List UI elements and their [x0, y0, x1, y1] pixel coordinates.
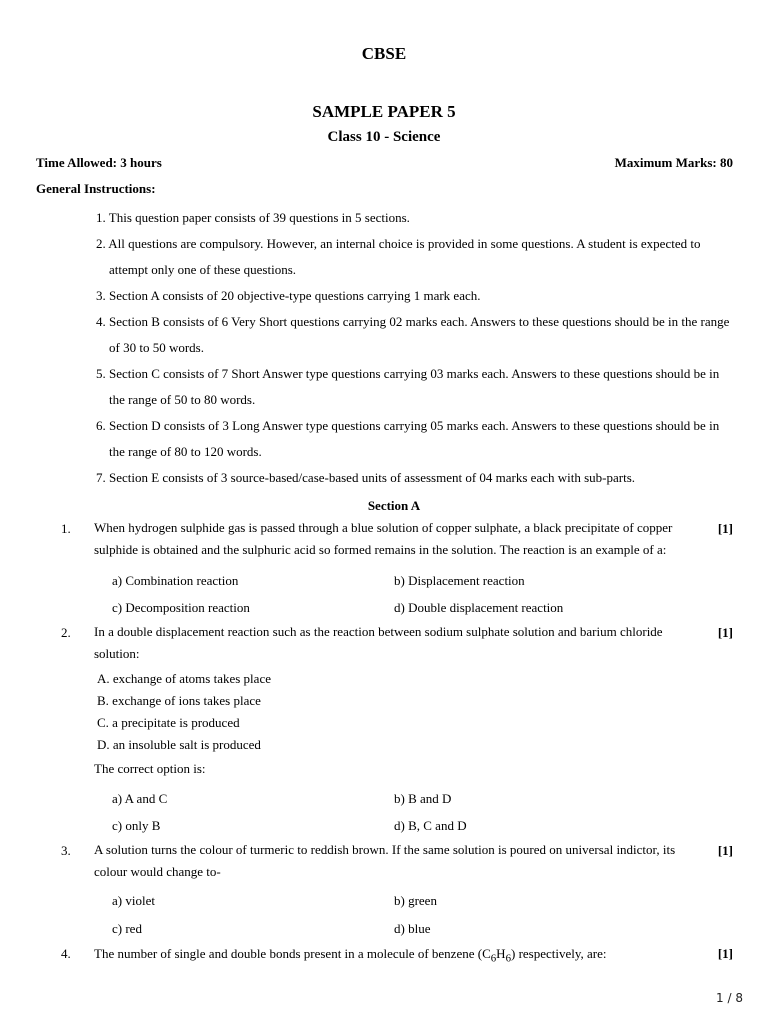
- option-b: b) B and D: [394, 791, 452, 806]
- question-text: In a double displacement reaction such as the reaction between sodium sulphate solution and barium chloride solution:: [94, 624, 663, 661]
- time-allowed: Time Allowed: 3 hours: [36, 155, 162, 170]
- paper-subtitle: Class 10 - Science: [327, 129, 441, 145]
- question-number: 4.: [61, 946, 71, 961]
- text-part: ) respectively, are:: [510, 946, 607, 961]
- question-marks: [1]: [717, 521, 733, 536]
- subscript: 6: [490, 952, 497, 965]
- instruction-item: 3. Section A consists of 20 objective-type questions carrying 1 mark each.: [96, 288, 481, 303]
- question-text: [94, 946, 706, 967]
- paper-title: SAMPLE PAPER 5: [312, 102, 456, 121]
- option-c: c) only B: [112, 818, 161, 833]
- instruction-item: 4. Section B consists of 6 Very Short questions carrying 02 marks each. Answers to these questions should be in the range of 30 to 50 words.: [96, 314, 730, 355]
- question-number: 1.: [61, 521, 71, 536]
- question-prompt: The correct option is:: [94, 761, 206, 776]
- board-name: CBSE: [361, 44, 407, 63]
- option-c: c) Decomposition reaction: [112, 600, 250, 615]
- option-d: d) Double displacement reaction: [394, 600, 564, 615]
- question-number: 3.: [61, 843, 71, 858]
- option-a: a) Combination reaction: [112, 573, 239, 588]
- page-number: 1 / 8: [716, 991, 743, 1005]
- statement-b: B. exchange of ions takes place: [97, 693, 261, 708]
- subscript: 6: [505, 952, 511, 965]
- text-part: The number of single and double bonds present in a molecule of benzene (C: [94, 946, 491, 961]
- maximum-marks: Maximum Marks: 80: [614, 155, 733, 170]
- option-d: d) B, C and D: [394, 818, 467, 833]
- instruction-item: 5. Section C consists of 7 Short Answer type questions carrying 03 marks each. Answers to these questions should be in the range of 50 to 80 words.: [96, 366, 720, 407]
- option-b: b) green: [394, 893, 437, 908]
- question-text: A solution turns the colour of turmeric to reddish brown. If the same solution is poured on universal indictor, its colour would change to-: [94, 842, 676, 879]
- instruction-item: 6. Section D consists of 3 Long Answer type questions carrying 05 marks each. Answers to these questions should be in the range of 80 to 120 words.: [96, 418, 720, 459]
- option-b: b) Displacement reaction: [394, 573, 525, 588]
- option-c: c) red: [112, 921, 142, 936]
- option-a: a) A and C: [112, 791, 168, 806]
- instruction-item: 7. Section E consists of 3 source-based/case-based units of assessment of 04 marks each with sub-parts.: [96, 470, 636, 485]
- option-d: d) blue: [394, 921, 431, 936]
- question-marks: [1]: [717, 946, 733, 961]
- instruction-item: 1. This question paper consists of 39 questions in 5 sections.: [96, 210, 410, 225]
- general-instructions-heading: General Instructions:: [36, 181, 156, 196]
- section-a-heading: Section A: [367, 498, 421, 513]
- question-marks: [1]: [717, 843, 733, 858]
- statement-c: C. a precipitate is produced: [97, 715, 240, 730]
- question-number: 2.: [61, 625, 71, 640]
- statement-d: D. an insoluble salt is produced: [97, 737, 261, 752]
- instruction-item: 2. All questions are compulsory. However, an internal choice is provided in some questions. A student is expected to attempt only one of these questions.: [96, 236, 701, 277]
- question-text: When hydrogen sulphide gas is passed through a blue solution of copper sulphate, a black precipitate of copper sulphide is obtained and the sulphuric acid so formed remains in the solution. The reaction is an example of a:: [94, 520, 673, 557]
- question-marks: [1]: [717, 625, 733, 640]
- instructions-list: [96, 205, 736, 491]
- text-part: H: [496, 946, 506, 961]
- option-a: a) violet: [112, 893, 155, 908]
- statement-a: A. exchange of atoms takes place: [97, 671, 271, 686]
